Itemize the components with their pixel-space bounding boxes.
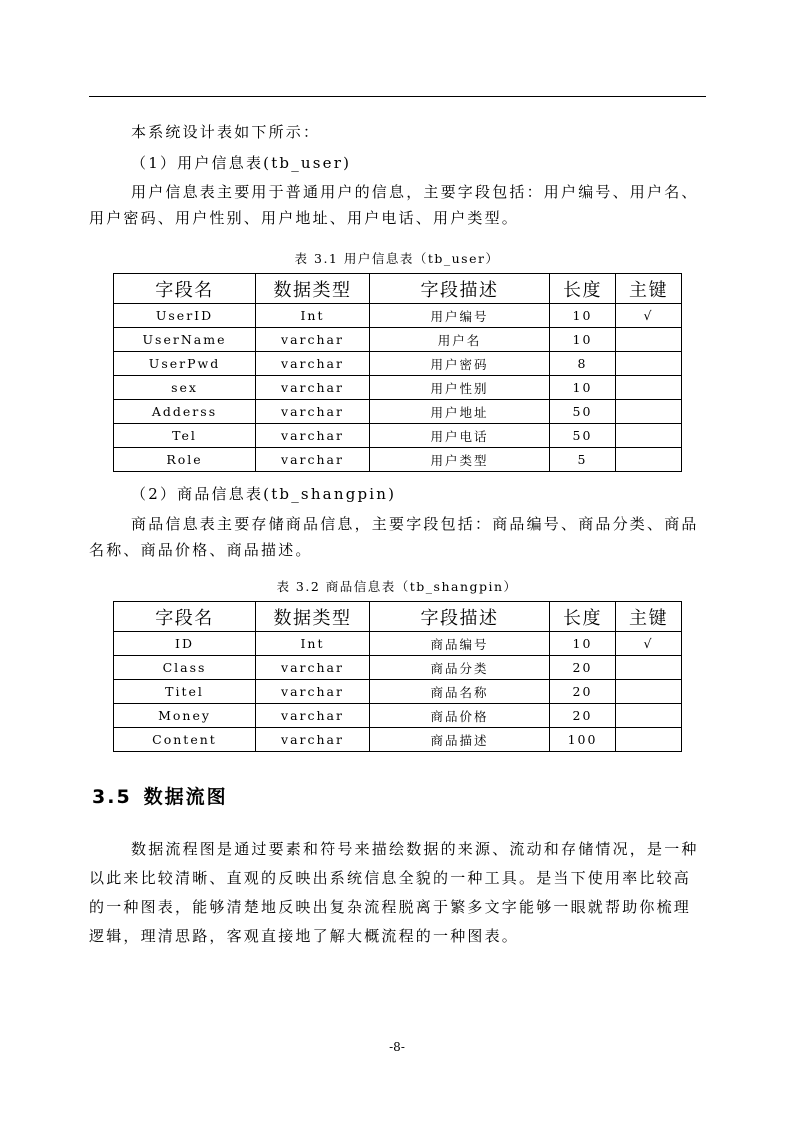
cell-field-name: Money: [114, 704, 256, 728]
intro-text: 本系统设计表如下所示：: [131, 123, 321, 141]
header-field-name: 字段名: [114, 274, 256, 304]
cell-field-name: Class: [114, 656, 256, 680]
cell-field-desc: 用户电话: [370, 424, 550, 448]
cell-field-desc: 商品名称: [370, 680, 550, 704]
cell-field-desc: 用户编号: [370, 304, 550, 328]
cell-length: 20: [550, 680, 616, 704]
user-info-table: [113, 273, 682, 472]
cell-length: 10: [550, 376, 616, 400]
cell-field-desc: 用户性别: [370, 376, 550, 400]
cell-primary-key: [616, 728, 682, 752]
cell-data-type: varchar: [256, 728, 370, 752]
cell-data-type: varchar: [256, 400, 370, 424]
cell-field-desc: 商品价格: [370, 704, 550, 728]
header-primary-key: 主键: [616, 274, 682, 304]
table-header-row: [114, 274, 682, 304]
cell-length: 5: [550, 448, 616, 472]
section-title: 数据流图: [143, 786, 228, 808]
cell-length: 8: [550, 352, 616, 376]
cell-primary-key: [616, 680, 682, 704]
table-row: [114, 680, 682, 704]
product-info-table: [113, 601, 682, 752]
cell-primary-key: √: [616, 304, 682, 328]
cell-primary-key: [616, 352, 682, 376]
section-number: 3.5: [92, 786, 132, 808]
cell-field-name: ID: [114, 632, 256, 656]
cell-field-desc: 商品编号: [370, 632, 550, 656]
cell-data-type: varchar: [256, 680, 370, 704]
header-field-name: 字段名: [114, 602, 256, 632]
user-table-description: 用户信息表主要用于普通用户的信息，主要字段包括：用户编号、用户名、用户密码、用户性别、用户地址、用户电话、用户类型。: [89, 183, 699, 227]
cell-length: 10: [550, 632, 616, 656]
cell-field-name: Content: [114, 728, 256, 752]
header-primary-key: 主键: [616, 602, 682, 632]
table-row: [114, 728, 682, 752]
cell-primary-key: [616, 424, 682, 448]
cell-data-type: varchar: [256, 448, 370, 472]
table-row: [114, 656, 682, 680]
table-header-row: [114, 602, 682, 632]
cell-field-name: Adderss: [114, 400, 256, 424]
section-heading: [92, 782, 240, 809]
user-table-heading: （1）用户信息表(tb_user): [131, 154, 352, 172]
cell-length: 20: [550, 704, 616, 728]
header-field-desc: 字段描述: [370, 602, 550, 632]
cell-field-desc: 用户类型: [370, 448, 550, 472]
header-rule: [89, 96, 706, 97]
cell-data-type: varchar: [256, 656, 370, 680]
table-row: [114, 632, 682, 656]
cell-data-type: varchar: [256, 424, 370, 448]
product-table-heading: （2）商品信息表(tb_shangpin): [131, 485, 397, 503]
product-table-caption: 表 3.2 商品信息表（tb_shangpin）: [276, 579, 518, 594]
table-row: [114, 448, 682, 472]
cell-primary-key: [616, 448, 682, 472]
cell-field-name: Tel: [114, 424, 256, 448]
cell-length: 50: [550, 400, 616, 424]
cell-field-desc: 用户地址: [370, 400, 550, 424]
cell-field-name: UserName: [114, 328, 256, 352]
header-data-type: 数据类型: [256, 274, 370, 304]
cell-primary-key: [616, 376, 682, 400]
table-row: [114, 424, 682, 448]
cell-field-desc: 用户名: [370, 328, 550, 352]
section-body: 数据流程图是通过要素和符号来描绘数据的来源、流动和存储情况，是一种以此来比较清晰、直观的反映出系统信息全貌的一种工具。是当下使用率比较高的一种图表，能够清楚地反映出复杂流程脱离于繁多文字能够一眼就帮助你梳理逻辑，理清思路，客观直接地了解大概流程的一种图表。: [89, 840, 699, 945]
table-row: [114, 376, 682, 400]
cell-primary-key: [616, 656, 682, 680]
cell-primary-key: [616, 328, 682, 352]
cell-primary-key: [616, 400, 682, 424]
cell-data-type: varchar: [256, 352, 370, 376]
header-length: 长度: [550, 274, 616, 304]
cell-length: 10: [550, 304, 616, 328]
cell-data-type: varchar: [256, 704, 370, 728]
table-row: [114, 328, 682, 352]
table-row: [114, 704, 682, 728]
cell-field-name: sex: [114, 376, 256, 400]
cell-field-desc: 商品描述: [370, 728, 550, 752]
cell-length: 20: [550, 656, 616, 680]
cell-field-name: Titel: [114, 680, 256, 704]
table-row: [114, 400, 682, 424]
cell-field-name: Role: [114, 448, 256, 472]
cell-field-name: UserPwd: [114, 352, 256, 376]
cell-field-desc: 商品分类: [370, 656, 550, 680]
table-row: [114, 352, 682, 376]
cell-data-type: varchar: [256, 328, 370, 352]
cell-length: 10: [550, 328, 616, 352]
cell-data-type: varchar: [256, 376, 370, 400]
page-number: -8-: [389, 1040, 405, 1054]
user-table-caption: 表 3.1 用户信息表（tb_user）: [294, 251, 500, 266]
cell-field-name: UserID: [114, 304, 256, 328]
cell-primary-key: [616, 704, 682, 728]
header-length: 长度: [550, 602, 616, 632]
cell-field-desc: 用户密码: [370, 352, 550, 376]
cell-length: 100: [550, 728, 616, 752]
cell-length: 50: [550, 424, 616, 448]
cell-data-type: Int: [256, 304, 370, 328]
table-row: [114, 304, 682, 328]
header-field-desc: 字段描述: [370, 274, 550, 304]
cell-data-type: Int: [256, 632, 370, 656]
cell-primary-key: √: [616, 632, 682, 656]
product-table-description: 商品信息表主要存储商品信息，主要字段包括：商品编号、商品分类、商品名称、商品价格、商品描述。: [89, 515, 699, 559]
header-data-type: 数据类型: [256, 602, 370, 632]
